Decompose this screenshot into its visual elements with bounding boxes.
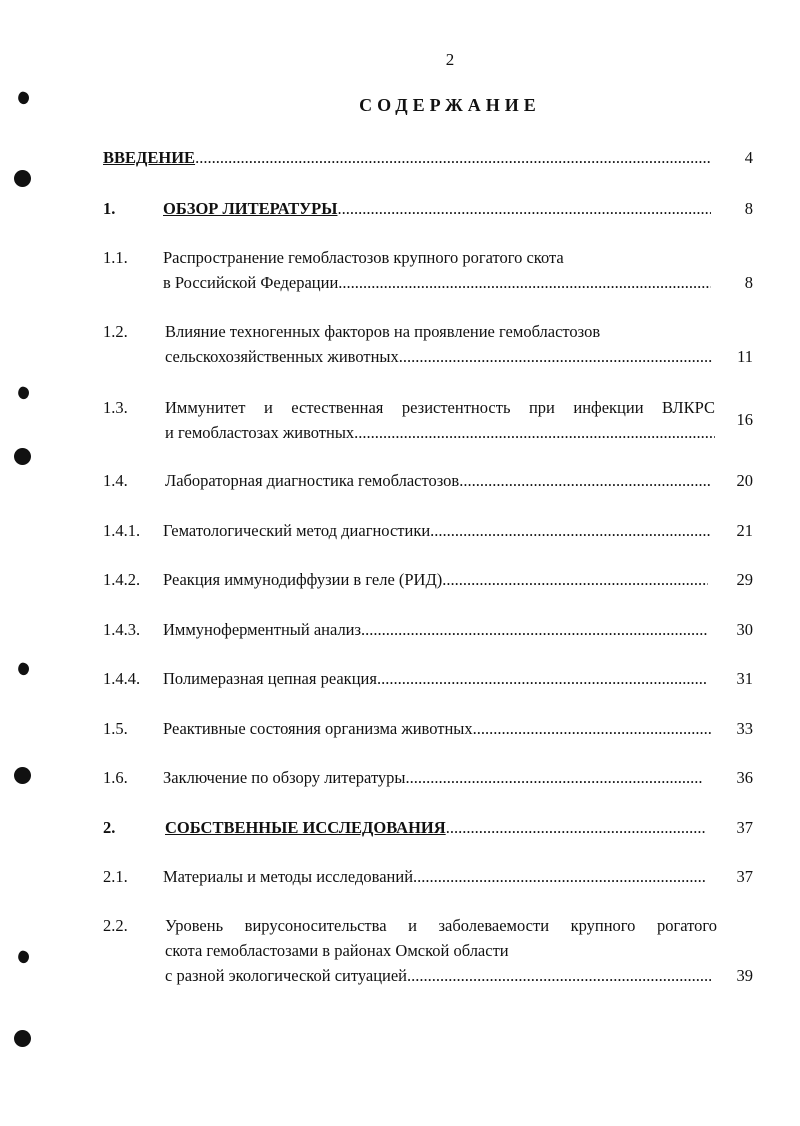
- binder-hole: [14, 767, 31, 784]
- dot-leader: [195, 145, 711, 170]
- dot-leader: [413, 864, 706, 889]
- toc-entry-title: Полимеразная цепная реакция: [163, 669, 377, 688]
- toc-entry-page: 39: [736, 966, 753, 985]
- toc-entry-number: 2.1.: [103, 867, 128, 886]
- toc-entry-number: 1.4.4.: [103, 669, 141, 688]
- page-number: 2: [445, 50, 455, 69]
- binder-hole: [14, 1030, 31, 1047]
- toc-entry-title: Реакция иммунодиффузии в геле (РИД): [163, 570, 443, 589]
- toc-entry-number: 1.4.2.: [103, 570, 141, 589]
- toc-entry-title: Материалы и методы исследований: [163, 867, 414, 886]
- ink-spot: [16, 949, 30, 964]
- toc-entry-number: 1.4.1.: [103, 521, 141, 540]
- toc-entry-title: Гематологический метод диагностики: [163, 521, 431, 540]
- toc-entry-number: 1.: [103, 199, 116, 218]
- toc-entry-title: в Российской Федерации: [163, 273, 339, 292]
- toc-entry-number: 1.2.: [103, 322, 128, 341]
- toc-entry-page: 8: [744, 273, 753, 292]
- toc-entry-title: Распространение гемобластозов крупного рогатого скота: [163, 248, 564, 267]
- binder-hole: [14, 448, 31, 465]
- toc-entry-page: 29: [736, 570, 753, 589]
- toc-entry-number: 2.: [103, 818, 116, 837]
- toc-entry-title: Иммуноферментный анализ: [163, 620, 362, 639]
- toc-entry-number: 1.4.: [103, 471, 128, 490]
- toc-entry-number: 1.4.3.: [103, 620, 141, 639]
- dot-leader: [354, 420, 715, 445]
- toc-entry-page: 4: [744, 148, 753, 167]
- dot-leader: [442, 567, 708, 592]
- toc-entry-title: Иммунитет и естественная резистентность при инфекции ВЛКРС: [165, 398, 715, 417]
- dot-leader: [338, 270, 711, 295]
- dot-leader: [459, 468, 711, 493]
- ink-spot: [16, 385, 30, 400]
- dot-leader: [473, 716, 711, 741]
- dot-leader: [361, 617, 708, 642]
- toc-entry-page: 16: [736, 410, 753, 429]
- dot-leader: [407, 963, 711, 988]
- toc-entry-page: 8: [744, 199, 753, 218]
- toc-entry-title: сельскохозяйственных животных: [165, 347, 399, 366]
- toc-entry-page: 11: [737, 347, 753, 366]
- toc-entry-title: СОБСТВЕННЫЕ ИССЛЕДОВАНИЯ: [165, 818, 446, 837]
- toc-entry-title: ОБЗОР ЛИТЕРАТУРЫ: [163, 199, 338, 218]
- toc-entry-title: Уровень вирусоносительства и заболеваемости крупного рогатого: [165, 916, 717, 935]
- toc-entry-title: с разной экологической ситуацией: [165, 966, 408, 985]
- toc-entry-page: 36: [736, 768, 753, 787]
- toc-entry-title: Заключение по обзору литературы: [163, 768, 406, 787]
- toc-entry-number: 1.1.: [103, 248, 128, 267]
- toc-entry-page: 33: [736, 719, 753, 738]
- toc-entry-number: 2.2.: [103, 916, 128, 935]
- toc-entry-page: 37: [736, 867, 753, 886]
- toc-entry-title: и гемобластозах животных: [165, 423, 355, 442]
- dot-leader: [377, 666, 708, 691]
- toc-entry-number: 1.3.: [103, 398, 128, 417]
- dot-leader: [430, 518, 711, 543]
- toc-entry-page: 37: [736, 818, 753, 837]
- binder-hole: [14, 170, 31, 187]
- dot-leader: [399, 344, 713, 369]
- dot-leader: [337, 196, 711, 221]
- toc-entry-number: 1.6.: [103, 768, 128, 787]
- ink-spot: [16, 661, 30, 676]
- toc-entry-number: 1.5.: [103, 719, 128, 738]
- toc-entry-title: скота гемобластозами в районах Омской области: [165, 941, 509, 960]
- toc-entry-page: 30: [736, 620, 753, 639]
- toc-entry-page: 20: [736, 471, 753, 490]
- toc-entry-title: ВВЕДЕНИЕ: [103, 148, 196, 167]
- toc-entry-title: Лабораторная диагностика гемобластозов: [165, 471, 460, 490]
- toc-entry-page: 31: [736, 669, 753, 688]
- toc-entry-page: 21: [736, 521, 753, 540]
- dot-leader: [406, 765, 703, 790]
- toc-entry-intro: [103, 145, 753, 170]
- toc-entry-title: Реактивные состояния организма животных: [163, 719, 473, 738]
- dot-leader: [446, 815, 706, 840]
- page-title: СОДЕРЖАНИЕ: [359, 95, 541, 115]
- toc-entry-title: Влияние техногенных факторов на проявление гемобластозов: [165, 322, 601, 341]
